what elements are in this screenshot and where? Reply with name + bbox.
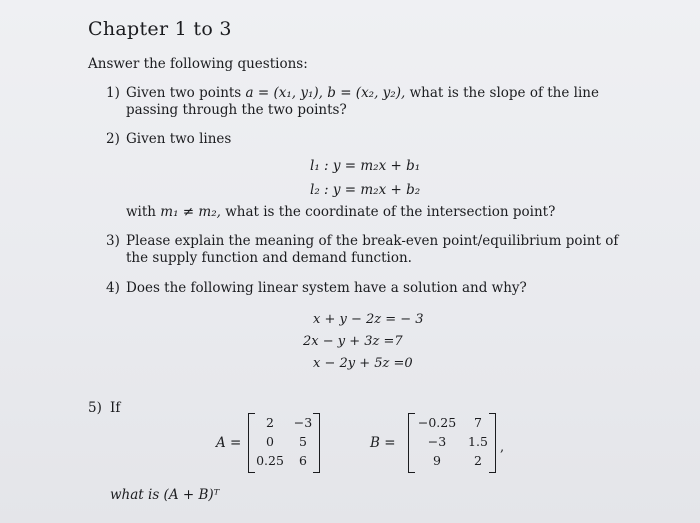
matrix-b-cell: −3: [427, 434, 447, 449]
line-l2-equation: l₂ : y = m₂x + b₂: [310, 182, 421, 198]
question-3-number: 3): [106, 233, 120, 249]
matrix-b: [408, 413, 496, 473]
matrix-b-label: B =: [370, 435, 396, 451]
question-1-line-1: [126, 85, 599, 101]
matrix-a-cell: 0: [266, 434, 274, 449]
matrix-a-cell: 2: [266, 415, 274, 430]
matrix-b-cell: −0.25: [417, 415, 457, 430]
matrix-a-cell: 0.25: [256, 453, 284, 468]
matrix-b-cell: 2: [474, 453, 482, 468]
question-2-number: 2): [106, 131, 120, 147]
matrix-b-cell: 9: [433, 453, 441, 468]
matrix-a: [248, 413, 320, 473]
question-5-question: [110, 487, 219, 503]
matrix-a-cell: −3: [293, 415, 313, 430]
with-text: with: [126, 204, 156, 220]
question-4-number: 4): [106, 280, 120, 296]
question-2-condition-line: [126, 204, 555, 220]
page-title: Chapter 1 to 3: [88, 18, 232, 40]
question-2-question: what is the coordinate of the intersection point?: [225, 204, 556, 220]
slope-condition: m₁ ≠ m₂,: [160, 204, 221, 220]
system-equation-2: 2x − y + 3z =7: [303, 334, 403, 349]
question-1-number: 1): [106, 85, 120, 101]
question-1-text-b: what is the slope of the line: [409, 85, 599, 101]
question-1-text-a: Given two points: [126, 85, 242, 101]
question-5-number: 5): [88, 400, 102, 416]
line-l1-equation: l₁ : y = m₂x + b₁: [310, 158, 421, 174]
question-2-text: Given two lines: [126, 131, 232, 147]
question-3-line-1: Please explain the meaning of the break-even point/equilibrium point of: [126, 233, 619, 249]
system-equation-1: x + y − 2z = − 3: [313, 312, 424, 327]
matrix-b-comma: ,: [500, 440, 505, 455]
matrix-b-cell: 7: [474, 415, 482, 430]
question-5-text: If: [110, 400, 121, 416]
point-a: a = (x₁, y₁),: [245, 85, 323, 101]
question-4-text: Does the following linear system have a solution and why?: [126, 280, 527, 296]
matrix-a-cell: 5: [299, 434, 307, 449]
question-3-line-2: the supply function and demand function.: [126, 250, 412, 266]
point-b: b = (x₂, y₂),: [327, 85, 406, 101]
matrix-a-cell: 6: [299, 453, 307, 468]
system-equation-3: x − 2y + 5z =0: [313, 356, 413, 371]
instructions: Answer the following questions:: [88, 56, 308, 72]
matrix-a-label: A =: [216, 435, 242, 451]
question-1-line-2: passing through the two points?: [126, 102, 347, 118]
matrix-b-cell: 1.5: [468, 434, 488, 449]
transpose-expression: what is (A + B)ᵀ: [110, 487, 220, 503]
